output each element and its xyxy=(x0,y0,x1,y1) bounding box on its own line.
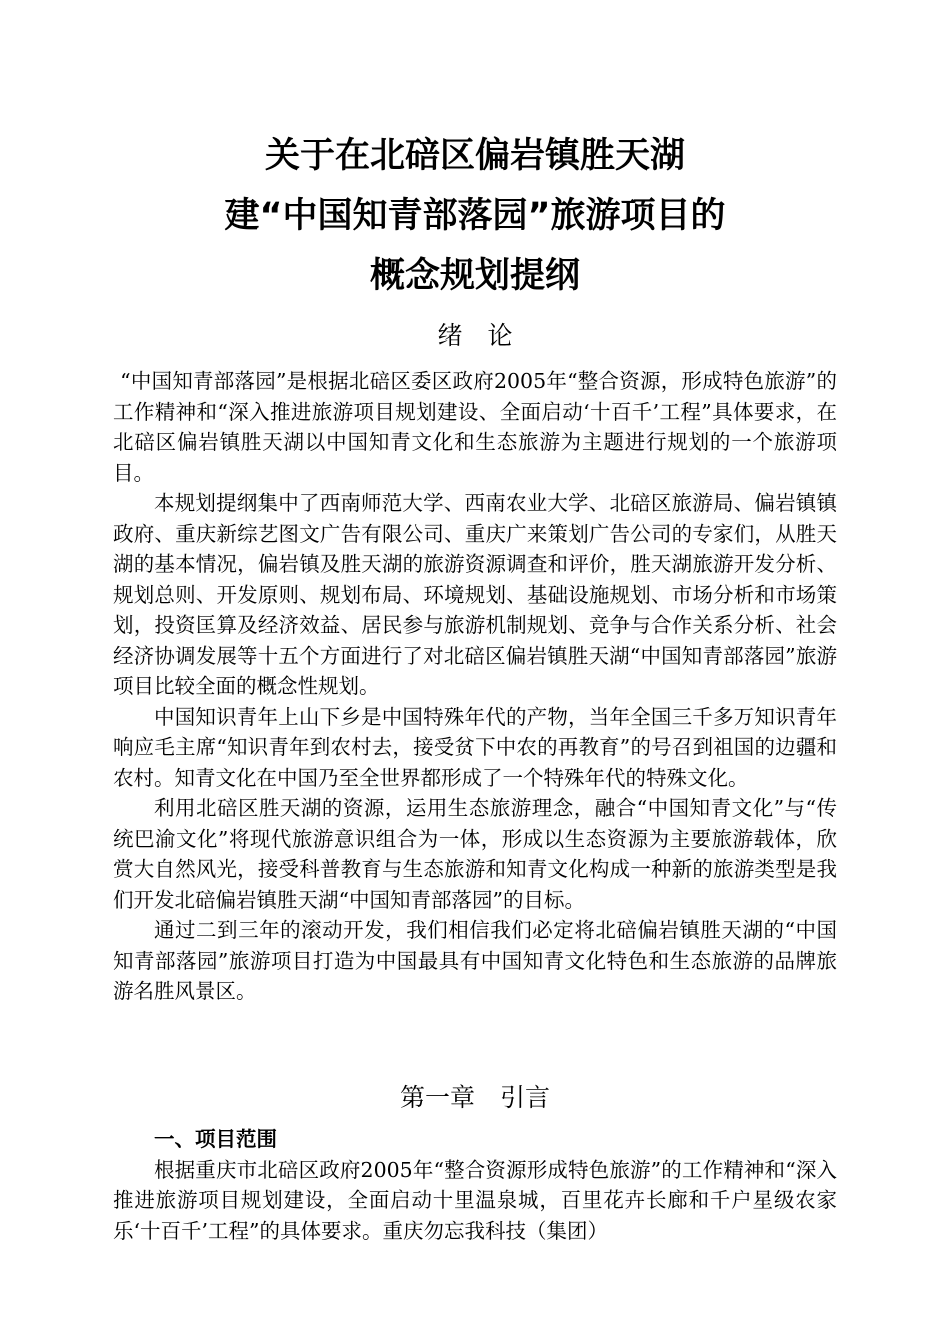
section-1-heading: 一、项目范围 xyxy=(154,1127,277,1151)
document-title xyxy=(0,126,950,306)
chapter-1-heading: 第一章 引言 xyxy=(399,1083,550,1112)
title-line-1: 关于在北碚区偏岩镇胜天湖 xyxy=(264,136,685,176)
section-1-paragraph: 根据重庆市北碚区政府2005年“整合资源形成特色旅游”的工作精神和“深入推进旅游项目规划建设，全面启动十里温泉城，百里花卉长廊和千户星级农家乐‘十百千’工程”的具体要求。重庆勿忘我科技（集团） xyxy=(113,1157,837,1243)
intro-paragraph-3: 中国知识青年上山下乡是中国特殊年代的产物，当年全国三千多万知识青年响应毛主席“知识青年到农村去，接受贫下中农的再教育”的号召到祖国的边疆和农村。知青文化在中国乃至全世界都形成了一个特殊年代的特殊文化。 xyxy=(113,704,837,790)
intro-paragraph-4: 利用北碚区胜天湖的资源，运用生态旅游理念，融合“中国知青文化”与“传统巴渝文化”将现代旅游意识组合为一体，形成以生态资源为主要旅游载体，欣赏大自然风光，接受科普教育与生态旅游和知青文化构成一种新的旅游类型是我们开发北碚偏岩镇胜天湖“中国知青部落园”的目标。 xyxy=(113,796,837,912)
title-line-2: 建“中国知青部落园”旅游项目的 xyxy=(224,196,726,236)
title-line-3: 概念规划提纲 xyxy=(369,256,580,296)
intro-paragraph-1: “中国知青部落园”是根据北碚区委区政府2005年“整合资源，形成特色旅游”的工作精神和“深入推进旅游项目规划建设、全面启动‘十百千’工程”具体要求，在北碚区偏岩镇胜天湖以中国知青文化和生态旅游为主题进行规划的一个旅游项目。 xyxy=(113,369,837,485)
chapter-1-body xyxy=(113,1124,837,1246)
intro-paragraph-2: 本规划提纲集中了西南师范大学、西南农业大学、北碚区旅游局、偏岩镇镇政府、重庆新综艺图文广告有限公司、重庆广来策划广告公司的专家们，从胜天湖的基本情况，偏岩镇及胜天湖的旅游资源调查和评价，胜天湖旅游开发分析、规划总则、开发原则、规划布局、环境规划、基础设施规划、市场分析和市场策划，投资匡算及经济效益、居民参与旅游机制规划、竞争与合作关系分析、社会经济协调发展等十五个方面进行了对北碚区偏岩镇胜天湖“中国知青部落园”旅游项目比较全面的概念性规划。 xyxy=(113,491,837,698)
intro-paragraph-5: 通过二到三年的滚动开发，我们相信我们必定将北碚偏岩镇胜天湖的“中国知青部落园”旅游项目打造为中国最具有中国知青文化特色和生态旅游的品牌旅游名胜风景区。 xyxy=(113,918,837,1003)
intro-body xyxy=(113,366,837,1007)
intro-heading: 绪 论 xyxy=(437,321,513,350)
